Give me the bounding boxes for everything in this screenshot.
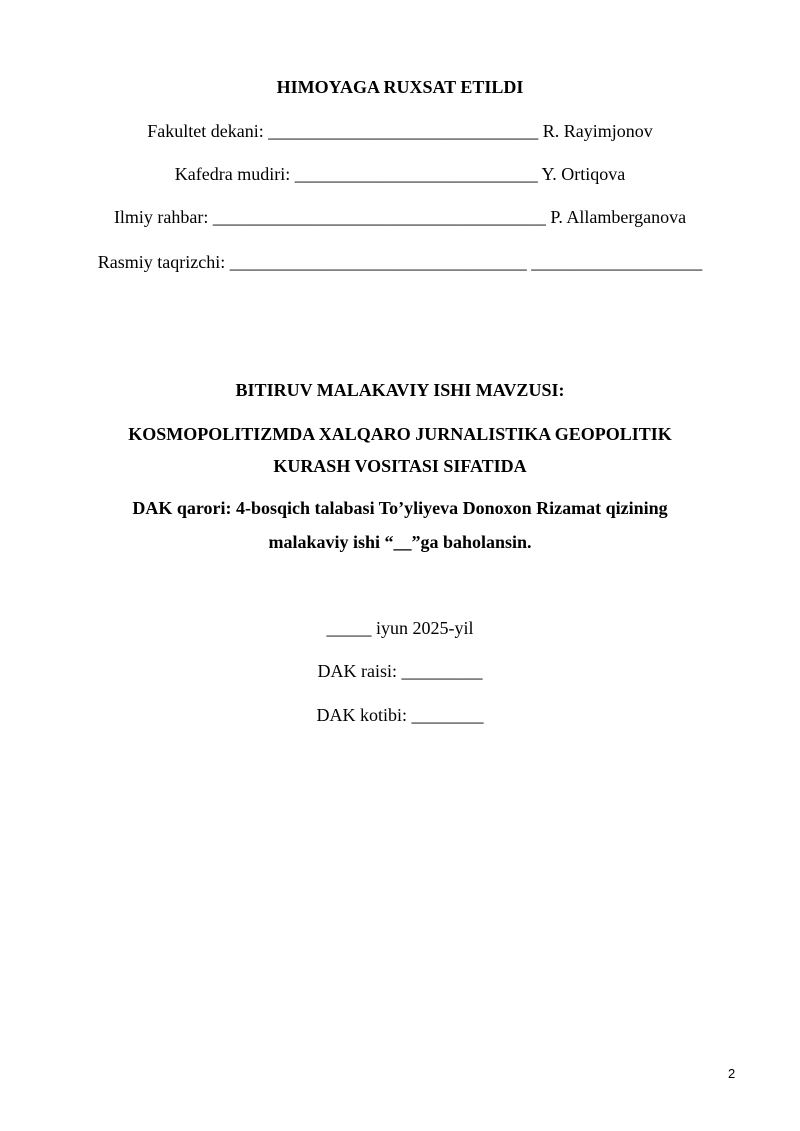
thesis-label: BITIRUV MALAKAVIY ISHI MAVZUSI: (235, 380, 565, 400)
thesis-topic-line-2: KURASH VOSITASI SIFATIDA (273, 456, 527, 476)
approval-reviewer: Rasmiy taqrizchi: _________________________________ ___________________ (97, 252, 703, 272)
thesis-topic-line-1: KOSMOPOLITIZMDA XALQARO JURNALISTIKA GEOPOLITIK (128, 424, 672, 444)
document-title: HIMOYAGA RUXSAT ETILDI (276, 77, 524, 97)
page-number: 2 (728, 1066, 736, 1081)
secretary-signature-line: DAK kotibi: ________ (316, 705, 484, 725)
commission-decision-line-2: malakaviy ishi “__”ga baholansin. (268, 532, 532, 552)
commission-decision-line-1: DAK qarori: 4-bosqich talabasi To’yliyeva Donoxon Rizamat qizining (132, 498, 668, 518)
chairman-signature-line: DAK raisi: _________ (317, 661, 483, 681)
approval-department-head: Kafedra mudiri: ___________________________ Y. Ortiqova (174, 164, 626, 184)
approval-supervisor: Ilmiy rahbar: _____________________________________ P. Allamberganova (113, 207, 687, 227)
approval-dean: Fakultet dekani: ______________________________ R. Rayimjonov (147, 121, 653, 141)
date-line: _____ iyun 2025-yil (326, 618, 474, 638)
